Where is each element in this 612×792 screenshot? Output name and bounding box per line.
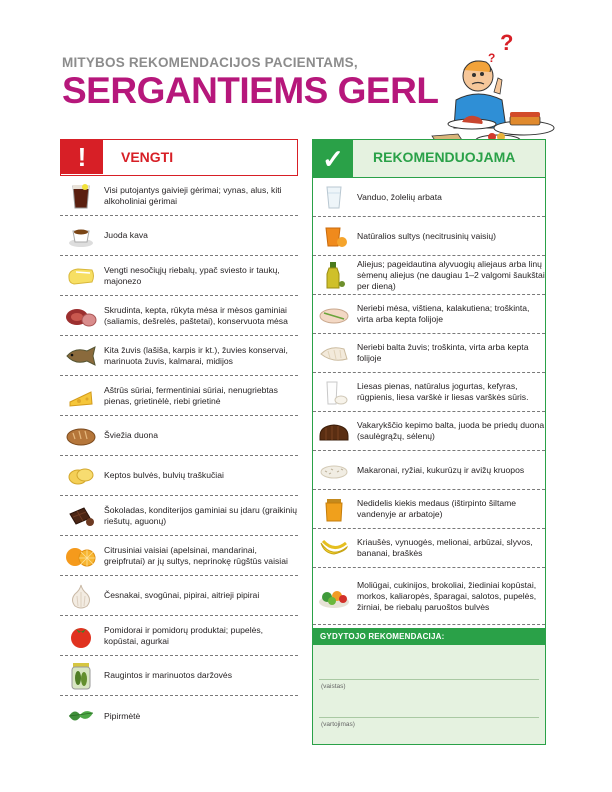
list-item [60,296,298,336]
item-text: Aliejus; pageidautina alyvuogių aliejaus arba linų sėmenų aliejus (ne daugiau 1–2 valgomi šaukštai per dieną) [357,258,545,291]
item-text: Visi putojantys gaivieji gėrimai; vynas, alus, kiti alkoholiniai gėrimai [104,184,282,206]
item-text: Natūralios sultys (necitrusinių vaisių) [357,230,496,241]
oil-bottle-icon [317,261,351,289]
list-item [60,336,298,376]
dark-bread-icon [317,417,351,445]
water-glass-icon [317,183,351,211]
item-text: Raugintos ir marinuotos daržovės [104,670,233,680]
list-item [60,456,298,496]
subtitle: MITYBOS REKOMENDACIJOS PACIENTAMS, [62,55,358,70]
item-text: Česnakai, svogūnai, pipirai, aitrieji pipirai [104,590,260,600]
list-item [313,295,545,334]
item-text: Nedidelis kiekis medaus (ištirpinto šiltame vandenyje ar arbatoje) [357,498,517,519]
list-item [313,451,545,490]
list-item [313,334,545,373]
list-item [313,490,545,529]
item-text: Pipirmėtė [104,710,141,721]
recommended-label: REKOMENDUOJAMA [373,149,516,165]
mint-icon [64,702,98,730]
list-item [313,529,545,568]
doctor-heading: GYDYTOJO REKOMENDACIJA: [313,628,545,645]
list-item [313,217,545,256]
avoid-header [60,139,298,176]
list-item [60,416,298,456]
item-text: Moliūgai, cukinijos, brokoliai, žiediniai kopūstai, morkos, kaliaropės, šparagai, salotos, pupelės, žirniai, be riebalų paruoštos bulvės [357,579,537,612]
item-text: Pomidorai ir pomidorų produktai; pupelės, kopūstai, agurkai [104,624,264,646]
list-item [60,376,298,416]
vegetables-icon [317,582,351,610]
rice-icon [317,456,351,484]
item-text: Vengti nesočiųjų riebalų, ypač sviesto ir taukų, majonezo [104,264,280,286]
list-item [313,256,545,295]
medicine-caption: (vaistas) [321,683,346,690]
list-item [60,256,298,296]
item-text: Makaronai, ryžiai, kukurūzų ir avižų kruopos [357,464,525,475]
usage-caption: (vartojimas) [321,721,355,728]
item-text: Juoda kava [104,230,148,240]
list-item [60,496,298,536]
item-text: Aštrūs sūriai, fermentiniai sūriai, nenugriebtas pienas, grietinėlė, riebi grietinė [104,384,278,406]
juice-glass-icon [317,222,351,250]
list-item [60,616,298,656]
list-item [313,373,545,412]
thinking-man-illustration-icon [428,28,568,148]
potato-chips-icon [64,462,98,490]
list-item [313,412,545,451]
garlic-icon [64,582,98,610]
item-text: Šviežia duona [104,430,158,440]
item-text: Liesas pienas, natūralus jogurtas, kefyras, rūgpienis, liesa varškė ir liesas varškės sūris. [357,381,529,402]
honey-icon [317,495,351,523]
svg-text:?: ? [500,30,514,55]
avoid-label: VENGTI [121,149,174,165]
list-item [60,656,298,696]
recommended-column [312,139,546,745]
item-text: Keptos bulvės, bulvių traškučiai [104,470,224,480]
citrus-icon [64,542,98,570]
meat-sausage-icon [64,302,98,330]
usage-field-line[interactable] [319,717,539,718]
cola-glass-icon [64,182,98,210]
fresh-bread-icon [64,422,98,450]
white-fish-icon [317,339,351,367]
item-text: Citrusiniai vaisiai (apelsinai, mandarinai, greipfrutai) ar jų sultys, neprinokę rūgštūs vaisiai [104,544,288,566]
doctor-recommendation-box[interactable] [313,628,545,744]
list-item [60,536,298,576]
list-item [60,216,298,256]
page-title: SERGANTIEMS GERL [62,70,439,111]
bananas-icon [317,534,351,562]
item-text: Neriebi balta žuvis; troškinta, virta arba kepta folijoje [357,342,529,363]
item-text: Kita žuvis (lašiša, karpis ir kt.), žuvies konservai, marinuota žuvis, kalmarai, midijos [104,344,288,366]
item-text: Vakarykščio kepimo balta, juoda be priedų duona (saulėgrąžų, sėlenų) [357,420,545,441]
fish-icon [64,342,98,370]
list-item [60,576,298,616]
medicine-field-line[interactable] [319,679,539,680]
item-text: Skrudinta, kepta, rūkyta mėsa ir mėsos gaminiai (saliamis, dešrelės, paštetai), konservuota mėsa [104,304,288,326]
coffee-cup-icon [64,222,98,250]
butter-icon [64,262,98,290]
item-text: Neriebi mėsa, vištiena, kalakutiena; troškinta, virta arba kepta folijoje [357,303,530,324]
cheese-icon [64,382,98,410]
recommended-header [313,140,545,178]
checkmark-icon: ✓ [313,140,353,178]
list-item [60,696,298,736]
item-text: Kriaušės, vynuogės, melionai, arbūzai, slyvos, bananai, braškės [357,537,533,558]
svg-text:?: ? [488,51,496,65]
list-item [313,568,545,625]
tomato-icon [64,622,98,650]
chocolate-icon [64,502,98,530]
lean-meat-icon [317,300,351,328]
milk-icon [317,378,351,406]
avoid-column [60,139,298,738]
item-text: Šokoladas, konditerijos gaminiai su įdaru (graikinių riešutų, aguonų) [104,504,297,526]
list-item [313,178,545,217]
list-item [60,176,298,216]
pickles-jar-icon [64,662,98,690]
item-text: Vanduo, žolelių arbata [357,191,442,202]
exclamation-icon: ! [61,140,103,174]
